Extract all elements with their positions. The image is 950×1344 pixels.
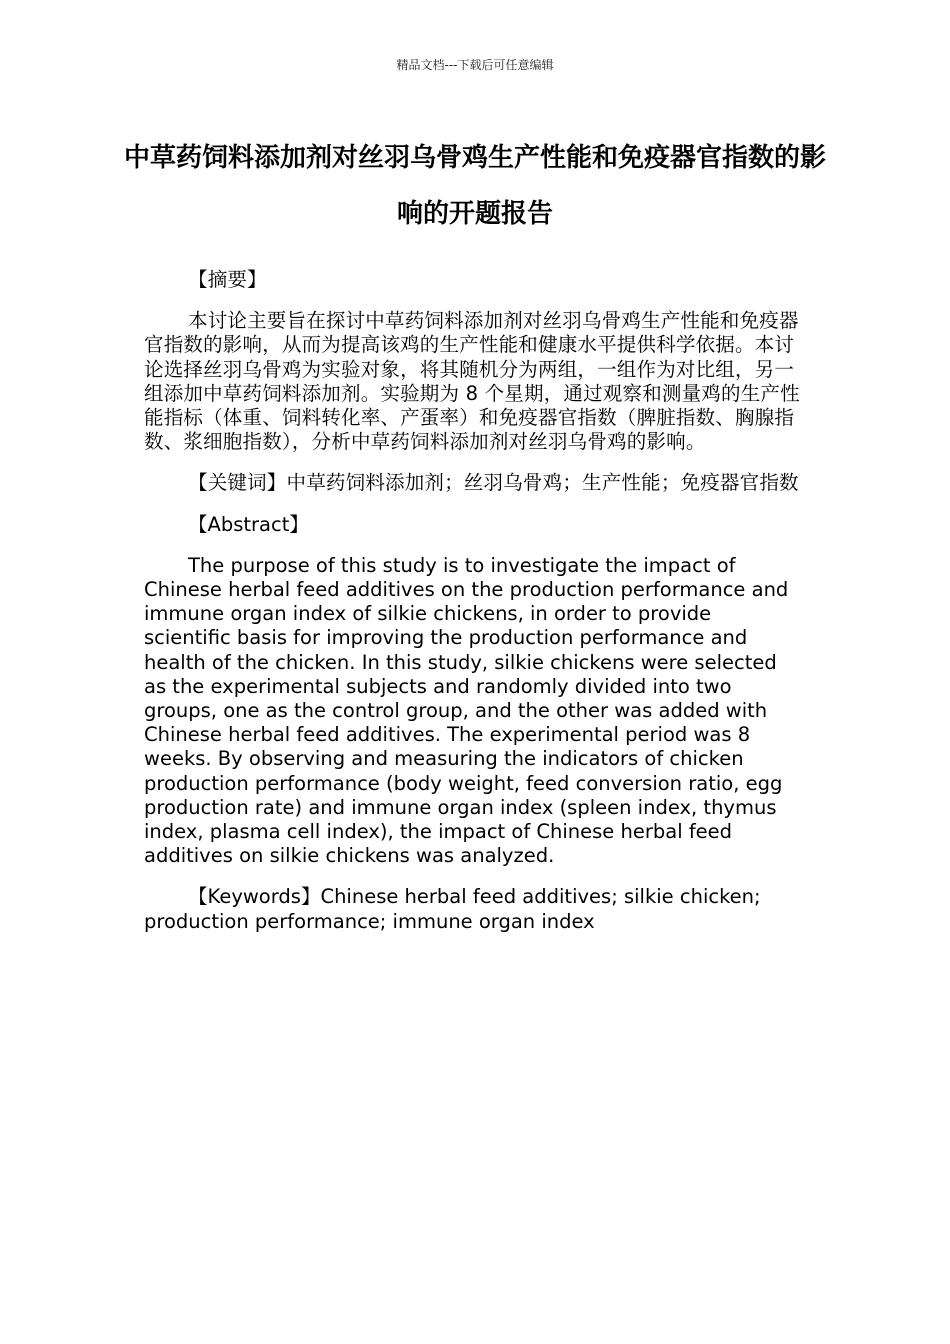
abstract-en-body: The purpose of this study is to investigate the impact of Chinese herbal feed additives on the production performance and immune organ index of silkie chickens, in order to provide scientific basis for improving the production performance and health of the chicken. In this study, silkie chickens were selected as the experimental subjects and randomly divided into two groups, one as the control group, and the other was added with Chinese herbal feed additives. The experimental period was 8 weeks. By observing and measuring the indicators of chicken production performance (body weight, feed conversion ratio, egg production rate) and immune organ index (spleen index, thymus index, plasma cell index), the impact of Chinese herbal feed additives on silkie chickens was analyzed. [144, 553, 789, 868]
abstract-cn-heading: 【摘要】 [188, 268, 267, 291]
abstract-en-heading: 【Abstract】 [188, 512, 309, 536]
document-body [144, 268, 800, 951]
keywords-cn-text: 中草药饲料添加剂；丝羽乌骨鸡；生产性能；免疫器官指数 [286, 471, 799, 495]
keywords-en-text: Chinese herbal feed additives; silkie chicken; production performance; immune organ index [144, 885, 761, 933]
keywords-cn-label: 【关键词】 [188, 471, 287, 495]
header-note: 精品文档---下载后可任意编辑 [396, 58, 554, 72]
keywords-en [144, 885, 800, 933]
document-title: 中草药饲料添加剂对丝羽乌骨鸡生产性能和免疫器官指数的影响的开题报告 [123, 143, 826, 229]
keywords-en-label: 【Keywords】 [188, 885, 321, 909]
keywords-cn [144, 471, 800, 495]
abstract-cn-body: 本讨论主要旨在探讨中草药饲料添加剂对丝羽乌骨鸡生产性能和免疫器官指数的影响，从而为提高该鸡的生产性能和健康水平提供科学依据。本讨论选择丝羽乌骨鸡为实验对象，将其随机分为两组，一组作为对比组，另一组添加中草药饲料添加剂。实验期为 8 个星期，通过观察和测量鸡的生产性能指标（体重、饲料转化率、产蛋率）和免疫器官指数（脾脏指数、胸腺指数、浆细胞指数），分析中草药饲料添加剂对丝羽乌骨鸡的影响。 [144, 309, 800, 454]
